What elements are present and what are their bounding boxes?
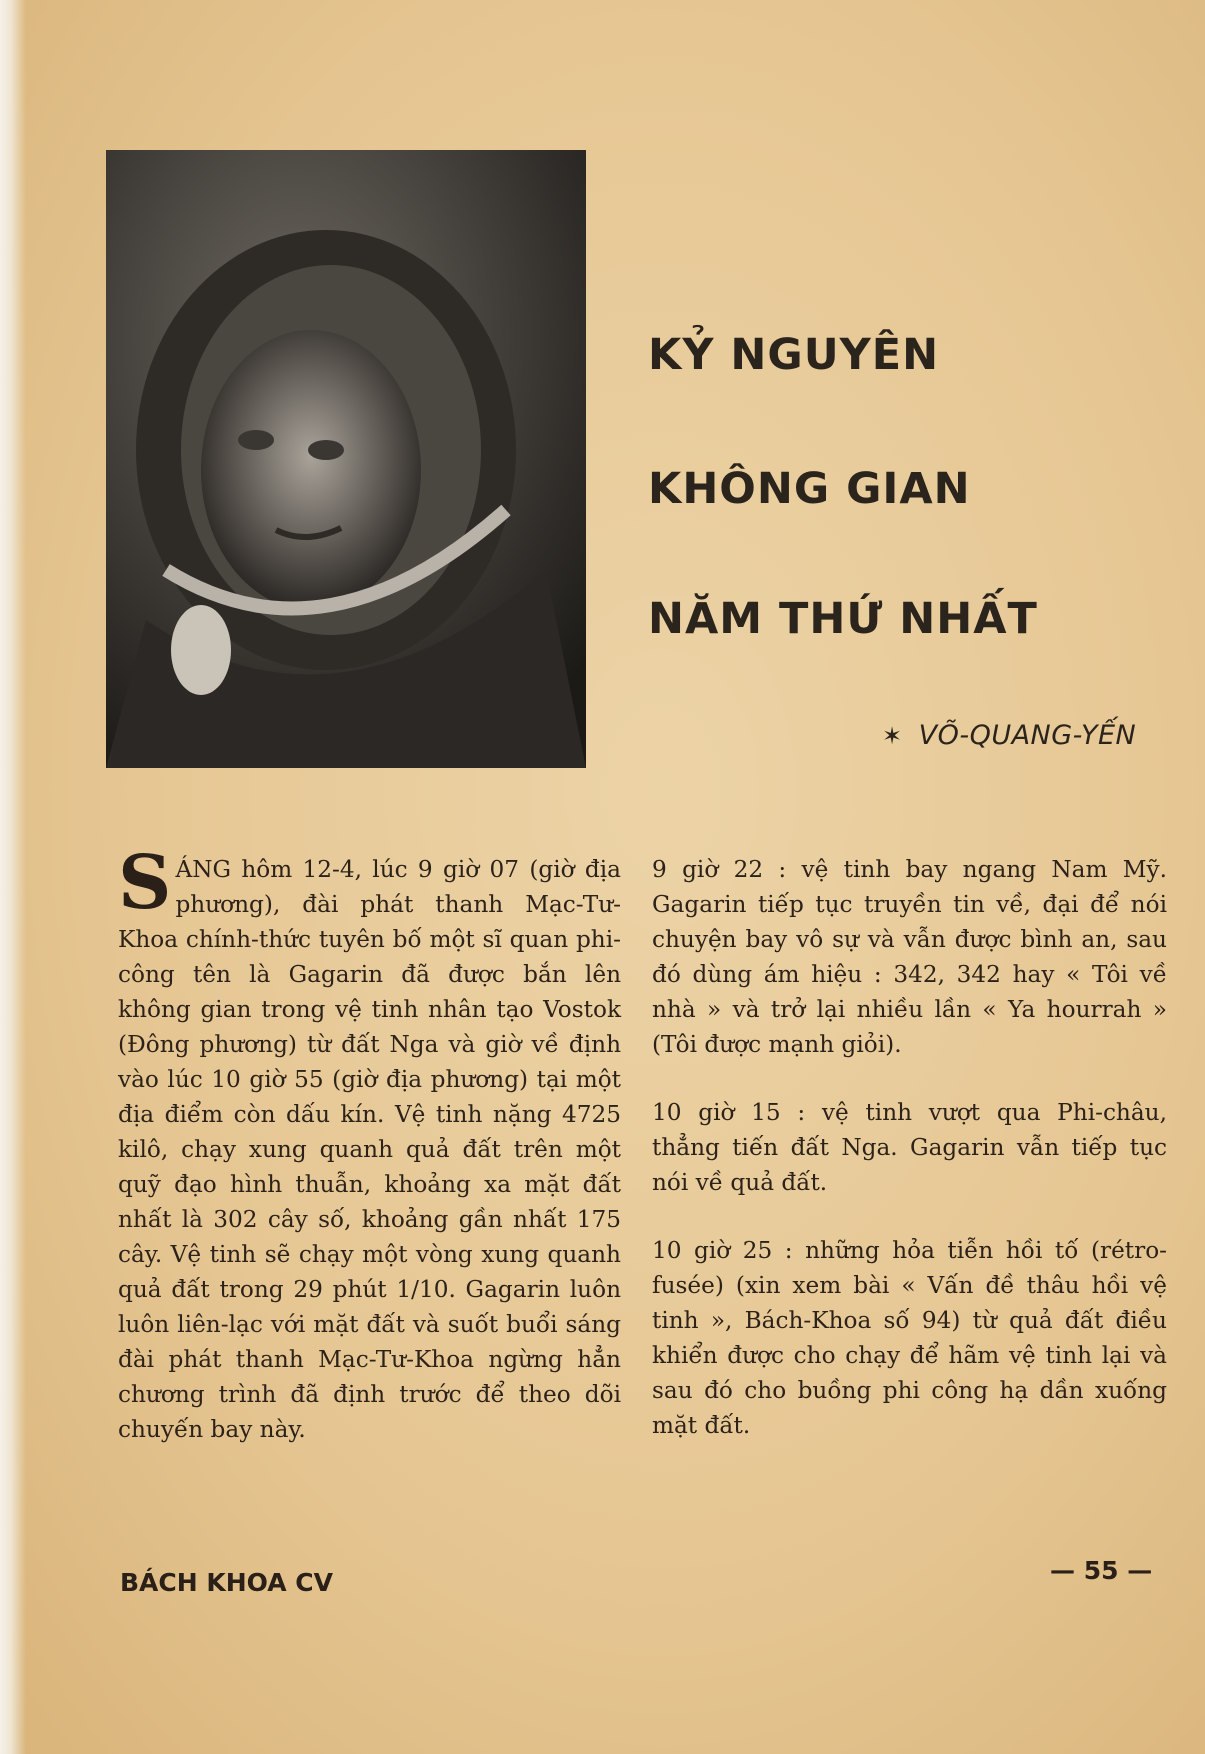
author-byline (882, 720, 1136, 751)
star-icon: ✶ (882, 722, 903, 750)
left-paragraph-text: ÁNG hôm 12-4, lúc 9 giờ 07 (giờ địa phương), đài phát thanh Mạc-Tư-Khoa chính-thức tuyên bố một sĩ quan phi-công tên là Gagarin đã được bắn lên không gian trong vệ tinh nhân tạo Vostok (Đông phương) từ đất Nga và giờ về định vào lúc 10 giờ 55 (giờ địa phương) tại một địa điểm còn dấu kín. Vệ tinh nặng 4725 kilô, chạy xung quanh quả đất trên một quỹ đạo hình thuẫn, khoảng xa mặt đất nhất là 302 cây số, khoảng gần nhất 175 cây. Vệ tinh sẽ chạy một vòng xung quanh quả đất trong 29 phút 1/10. Gagarin luôn luôn liên-lạc với mặt đất và suốt buổi sáng đài phát thanh Mạc-Tư-Khoa ngừng hẳn chương trình đã định trước để theo dõi chuyến bay này. (118, 856, 621, 1443)
magazine-name: BÁCH KHOA CV (120, 1568, 334, 1597)
left-column (118, 840, 621, 1447)
right-paragraph-3: 10 giờ 25 : những hỏa tiễn hồi tố (rétro-fusée) (xin xem bài « Vấn đề thâu hồi vệ tinh », Bách-Khoa số 94) từ quả đất điều khiển được cho chạy để hãm vệ tinh lại và sau đó cho buồng phi công hạ dần xuống mặt đất. (652, 1237, 1167, 1439)
article-title-line-1: KỶ NGUYÊN (648, 330, 940, 380)
astronaut-portrait-icon (106, 150, 586, 768)
dropcap: S (118, 840, 172, 926)
article-title-line-3: NĂM THỨ NHẤT (648, 594, 1038, 644)
article-title-line-2: KHÔNG GIAN (648, 464, 971, 514)
right-paragraph-2: 10 giờ 15 : vệ tinh vượt qua Phi-châu, thẳng tiến đất Nga. Gagarin vẫn tiếp tục nói về quả đất. (652, 1099, 1167, 1196)
author-name: VÕ-QUANG-YẾN (918, 720, 1137, 751)
right-paragraph-1: 9 giờ 22 : vệ tinh bay ngang Nam Mỹ. Gagarin tiếp tục truyền tin về, đại để nói chuyện bay vô sự và vẫn được bình an, sau đó dùng ám hiệu : 342, 342 hay « Tôi về nhà » và trở lại nhiều lần « Ya hourrah » (Tôi được mạnh giỏi). (652, 856, 1167, 1058)
astronaut-photo (106, 150, 586, 768)
torn-page-edge (0, 0, 26, 1754)
left-paragraph (118, 840, 621, 1447)
right-column (652, 852, 1167, 1443)
page-number: — 55 — (1050, 1556, 1153, 1585)
